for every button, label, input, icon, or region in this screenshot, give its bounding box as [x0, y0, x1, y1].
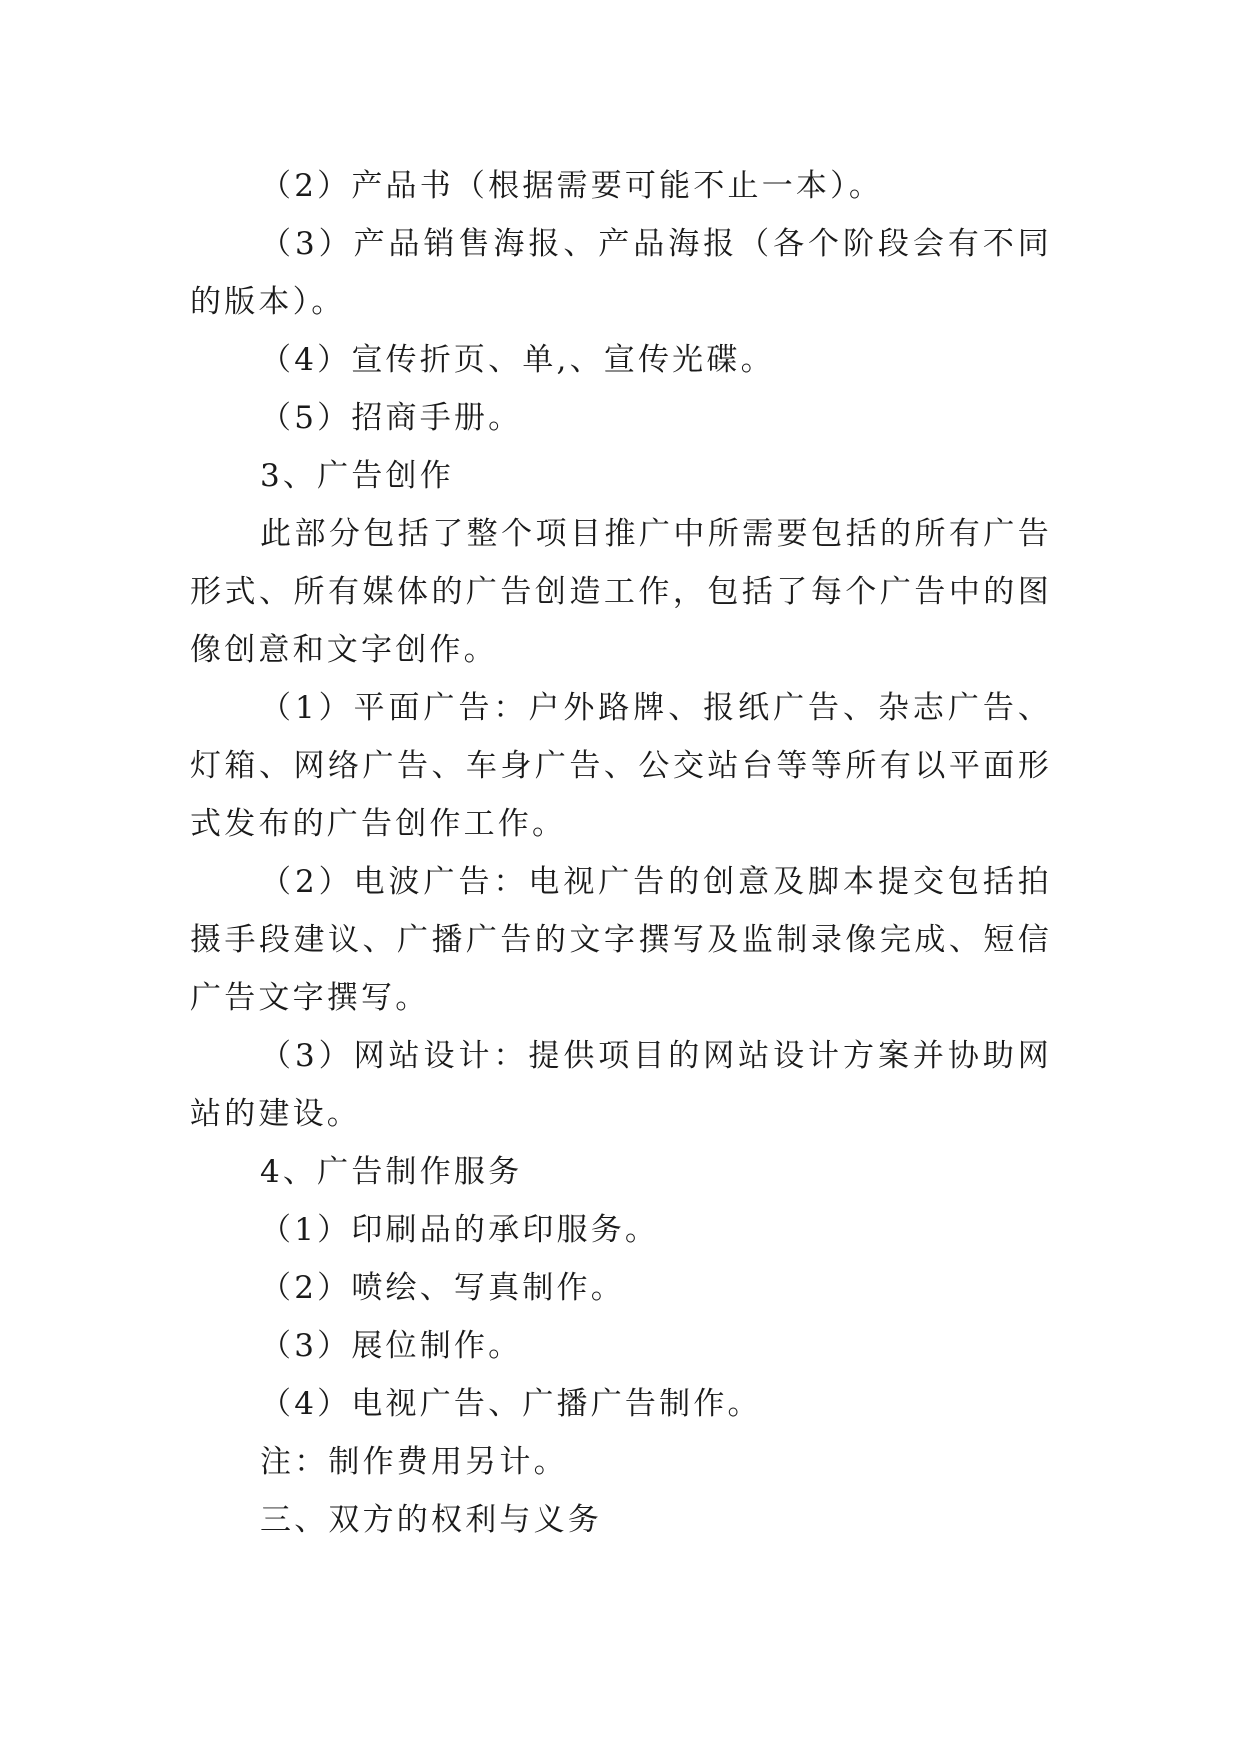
list-item-brochures: （4）宣传折页、单,、宣传光碟。 — [260, 342, 775, 378]
list-item-broadcast-ads: （2）电波广告：电视广告的创意及脚本提交包括拍摄手段建议、广播广告的文字撰写及监制录像完成、短信广告文字撰写。 — [190, 864, 1052, 1016]
note-production-fees: 注：制作费用另计。 — [260, 1444, 568, 1480]
list-item-investment-manual: （5）招商手册。 — [260, 400, 523, 436]
section-heading-ad-production: 4、广告制作服务 — [260, 1154, 523, 1190]
list-item-print-ads: （1）平面广告：户外路牌、报纸广告、杂志广告、灯箱、网络广告、车身广告、公交站台等等所有以平面形式发布的广告创作工作。 — [190, 690, 1052, 842]
section-heading-rights-obligations: 三、双方的权利与义务 — [260, 1502, 602, 1538]
list-item-inkjet: （2）喷绘、写真制作。 — [260, 1270, 625, 1306]
list-item-posters: （3）产品销售海报、产品海报（各个阶段会有不同的版本）。 — [190, 226, 1052, 320]
list-item-tv-radio-production: （4）电视广告、广播广告制作。 — [260, 1386, 762, 1422]
section-heading-ad-creation: 3、广告创作 — [260, 458, 454, 494]
list-item-product-book: （2）产品书（根据需要可能不止一本）。 — [260, 168, 884, 204]
paragraph-ad-creation-intro: 此部分包括了整个项目推广中所需要包括的所有广告形式、所有媒体的广告创造工作，包括了每个广告中的图像创意和文字创作。 — [190, 516, 1052, 668]
list-item-website-design: （3）网站设计：提供项目的网站设计方案并协助网站的建设。 — [190, 1038, 1052, 1132]
list-item-printing: （1）印刷品的承印服务。 — [260, 1212, 660, 1248]
list-item-booth: （3）展位制作。 — [260, 1328, 523, 1364]
